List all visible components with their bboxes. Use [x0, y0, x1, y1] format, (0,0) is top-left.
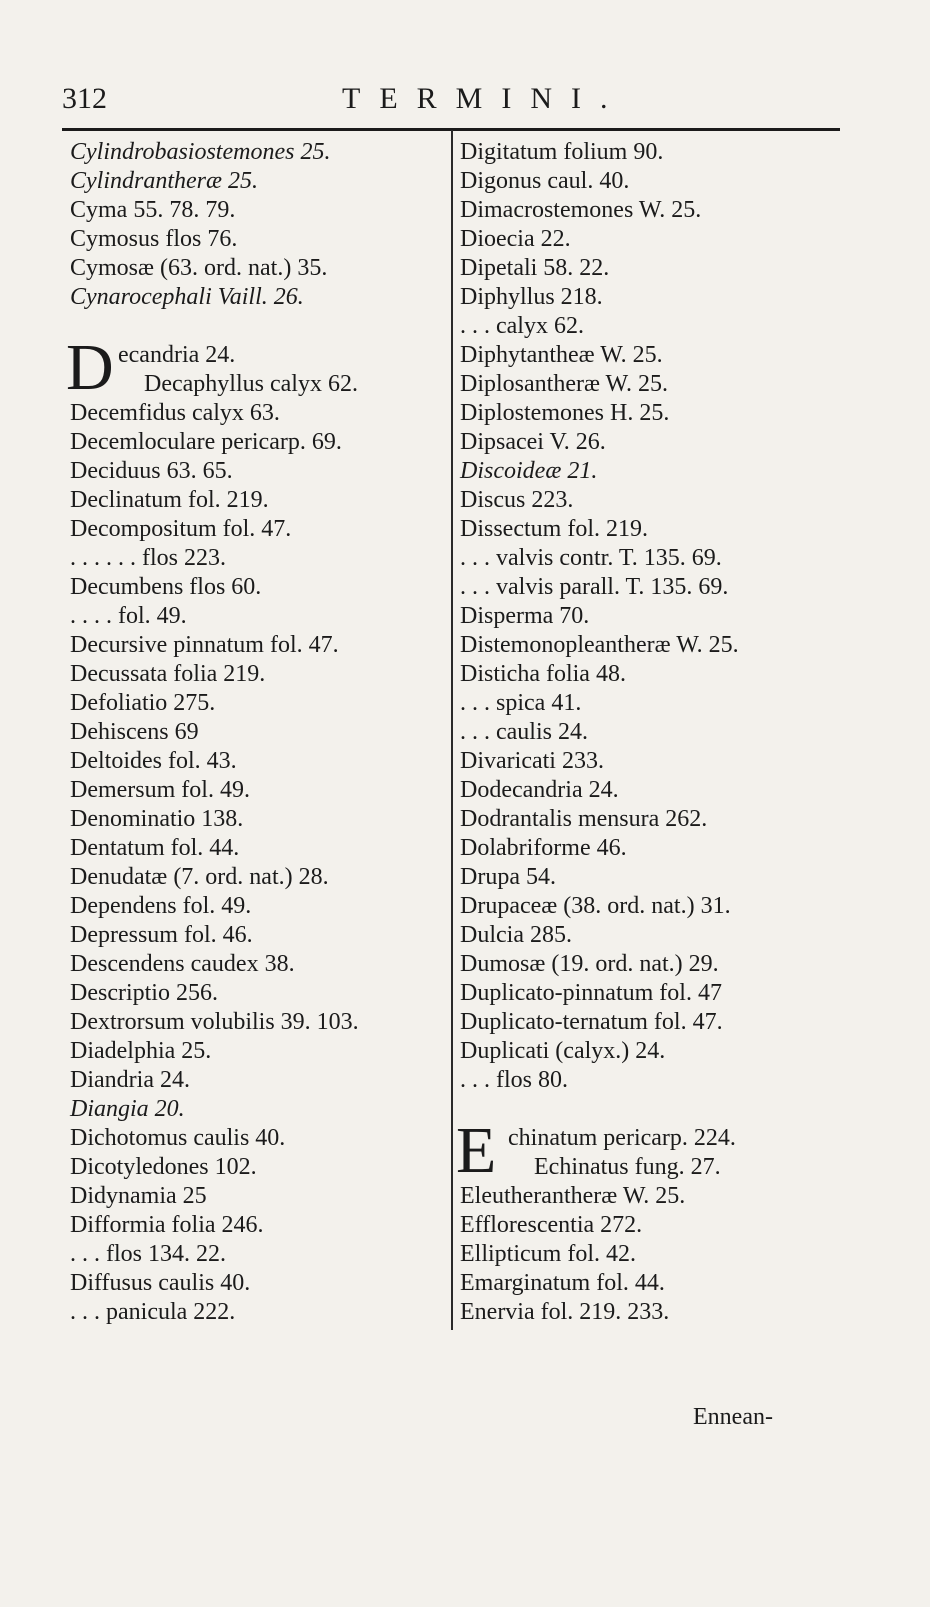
index-entry-text: Dicotyledones 102. — [70, 1154, 257, 1180]
index-entry — [70, 1037, 442, 1066]
index-entry — [70, 544, 442, 573]
index-entry — [70, 1008, 442, 1037]
index-entry-text: . . . flos 80. — [460, 1067, 568, 1093]
index-entry-text: Cyma 55. 78. 79. — [70, 197, 236, 223]
index-entry — [460, 747, 832, 776]
index-entry — [460, 863, 832, 892]
index-entry-text: Eleutherantheræ W. 25. — [460, 1183, 686, 1209]
drop-cap-letter: E — [456, 1114, 497, 1187]
running-title: TERMINI. — [342, 82, 627, 115]
index-entry-text: Declinatum fol. 219. — [70, 487, 269, 513]
column-divider — [451, 130, 453, 1330]
index-entry-text: Dodecandria 24. — [460, 777, 619, 803]
index-entry — [460, 950, 832, 979]
index-entry — [70, 457, 442, 486]
index-entry-text: Disticha folia 48. — [460, 661, 626, 687]
blank-line — [460, 1095, 832, 1124]
index-entry-text: Drupa 54. — [460, 864, 556, 890]
left-column — [66, 138, 442, 1327]
index-entry-text: Dehiscens 69 — [70, 719, 199, 745]
index-entry-text: Cymosus flos 76. — [70, 226, 238, 252]
index-entry — [70, 1066, 442, 1095]
index-entry: Decaphyllus calyx 62. — [144, 371, 358, 397]
index-entry — [70, 1240, 442, 1269]
index-entry — [70, 834, 442, 863]
section-start-entry — [456, 1114, 832, 1187]
index-entry — [460, 1182, 832, 1211]
index-entry — [460, 979, 832, 1008]
index-entry — [70, 428, 442, 457]
index-entry — [460, 457, 832, 486]
index-entry — [70, 979, 442, 1008]
index-entry — [70, 196, 442, 225]
index-entry-text: Dulcia 285. — [460, 922, 572, 948]
index-entry — [460, 515, 832, 544]
index-entry — [460, 921, 832, 950]
index-entry-text: Dissectum fol. 219. — [460, 516, 648, 542]
index-entry-text: . . . valvis contr. T. 135. 69. — [460, 545, 722, 571]
index-entry — [460, 805, 832, 834]
index-entry — [460, 631, 832, 660]
index-entry-text: Drupaceæ (38. ord. nat.) 31. — [460, 893, 731, 919]
section-start-entry — [66, 331, 442, 404]
index-entry-text: Cylindrantheræ 25. — [70, 168, 259, 194]
index-entry — [70, 921, 442, 950]
index-entry — [460, 196, 832, 225]
index-entry — [70, 138, 442, 167]
index-entry — [460, 1240, 832, 1269]
index-entry-text: Decursive pinnatum fol. 47. — [70, 632, 339, 658]
index-entry — [460, 138, 832, 167]
index-entry — [460, 660, 832, 689]
index-entry-text: Decemfidus calyx 63. — [70, 400, 280, 426]
index-entry-text: Dumosæ (19. ord. nat.) 29. — [460, 951, 719, 977]
index-entry-text: Digonus caul. 40. — [460, 168, 630, 194]
index-entry-text: Divaricati 233. — [460, 748, 604, 774]
index-entry-text: Didynamia 25 — [70, 1183, 207, 1209]
index-entry-text: Duplicato-pinnatum fol. 47 — [460, 980, 722, 1006]
index-entry — [460, 573, 832, 602]
index-entry-text: Decompositum fol. 47. — [70, 516, 292, 542]
index-entry — [460, 486, 832, 515]
index-entry — [460, 225, 832, 254]
index-entry-text: Deciduus 63. 65. — [70, 458, 233, 484]
index-entry — [460, 254, 832, 283]
page-header — [62, 78, 838, 126]
index-entry — [70, 950, 442, 979]
index-entry — [460, 602, 832, 631]
index-entry-text: Dioecia 22. — [460, 226, 571, 252]
index-entry-text: Distemonopleantheræ W. 25. — [460, 632, 739, 658]
index-entry-text: . . . caulis 24. — [460, 719, 588, 745]
index-entry-text: Difformia folia 246. — [70, 1212, 264, 1238]
index-entry — [70, 515, 442, 544]
index-entry-text: Ellipticum fol. 42. — [460, 1241, 636, 1267]
index-entry — [70, 283, 442, 312]
index-entry-text: . . . flos 134. 22. — [70, 1241, 226, 1267]
drop-cap-letter: D — [66, 331, 114, 404]
index-entry — [460, 892, 832, 921]
index-entry — [460, 399, 832, 428]
index-entry-text: Dependens fol. 49. — [70, 893, 252, 919]
index-entry-text: Dentatum fol. 44. — [70, 835, 240, 861]
index-entry-text: Disperma 70. — [460, 603, 590, 629]
index-entry-text: Diffusus caulis 40. — [70, 1270, 251, 1296]
index-entry — [460, 341, 832, 370]
index-entry — [70, 747, 442, 776]
index-entry-text: Cymosæ (63. ord. nat.) 35. — [70, 255, 328, 281]
index-entry — [70, 486, 442, 515]
index-entry-text: Denominatio 138. — [70, 806, 244, 832]
index-entry — [70, 631, 442, 660]
index-entry-text: Discoideæ 21. — [460, 458, 598, 484]
index-entry — [460, 167, 832, 196]
index-entry-text: . . . . fol. 49. — [70, 603, 187, 629]
index-entry-text: Dolabriforme 46. — [460, 835, 627, 861]
index-entry-text: Diangia 20. — [70, 1096, 185, 1122]
index-entry — [460, 1008, 832, 1037]
index-entry — [460, 834, 832, 863]
index-entry-text: Dichotomus caulis 40. — [70, 1125, 286, 1151]
index-entry — [70, 1153, 442, 1182]
index-entry-text: Diadelphia 25. — [70, 1038, 212, 1064]
index-entry: chinatum pericarp. 224. — [508, 1125, 736, 1151]
index-entry-text: Decussata folia 219. — [70, 661, 266, 687]
index-entry-text: . . . valvis parall. T. 135. 69. — [460, 574, 729, 600]
index-entry-text: Decemloculare pericarp. 69. — [70, 429, 342, 455]
index-entry — [70, 1269, 442, 1298]
index-entry-text: Diphyllus 218. — [460, 284, 603, 310]
blank-line — [70, 312, 442, 341]
index-entry-text: Cylindrobasiostemones 25. — [70, 139, 331, 165]
index-entry-text: . . . spica 41. — [460, 690, 582, 716]
index-entry-text: Dimacrostemones W. 25. — [460, 197, 702, 223]
index-entry-text: Dipsacei V. 26. — [460, 429, 606, 455]
index-entry-text: Duplicato-ternatum fol. 47. — [460, 1009, 723, 1035]
index-entry — [70, 573, 442, 602]
index-entry-text: Deltoides fol. 43. — [70, 748, 237, 774]
index-entry: Echinatus fung. 27. — [534, 1154, 721, 1180]
index-entry — [70, 399, 442, 428]
index-entry — [70, 254, 442, 283]
page-number: 312 — [62, 82, 107, 115]
index-entry-text: Dipetali 58. 22. — [460, 255, 610, 281]
index-entry-text: Emarginatum fol. 44. — [460, 1270, 665, 1296]
index-entry-text: Defoliatio 275. — [70, 690, 216, 716]
index-entry — [460, 689, 832, 718]
index-entry — [70, 1298, 442, 1327]
index-entry — [70, 660, 442, 689]
index-entry — [70, 805, 442, 834]
index-entry — [70, 1124, 442, 1153]
index-entry — [460, 544, 832, 573]
index-entry-text: Diandria 24. — [70, 1067, 190, 1093]
index-entry — [70, 776, 442, 805]
index-entry — [460, 718, 832, 747]
index-entry-text: Descriptio 256. — [70, 980, 218, 1006]
index-entry: ecandria 24. — [118, 342, 236, 368]
index-entry-text: Diphytantheæ W. 25. — [460, 342, 663, 368]
index-entry-text: . . . calyx 62. — [460, 313, 584, 339]
index-entry — [70, 167, 442, 196]
index-entry-text: Dodrantalis mensura 262. — [460, 806, 708, 832]
index-entry — [460, 1269, 832, 1298]
index-entry — [460, 312, 832, 341]
index-entry-text: Diplosantheræ W. 25. — [460, 371, 668, 397]
index-entry-text: Descendens caudex 38. — [70, 951, 295, 977]
index-entry-text: Efflorescentia 272. — [460, 1212, 643, 1238]
index-entry-text: Denudatæ (7. ord. nat.) 28. — [70, 864, 329, 890]
index-entry-text: Dextrorsum volubilis 39. 103. — [70, 1009, 359, 1035]
index-entry — [70, 1211, 442, 1240]
index-entry — [70, 718, 442, 747]
index-entry — [70, 892, 442, 921]
index-entry-text: Depressum fol. 46. — [70, 922, 253, 948]
index-entry — [460, 776, 832, 805]
index-entry — [70, 1182, 442, 1211]
index-entry — [460, 428, 832, 457]
index-entry-text: Digitatum folium 90. — [460, 139, 664, 165]
right-column — [456, 138, 832, 1327]
index-entry-text: Duplicati (calyx.) 24. — [460, 1038, 666, 1064]
index-entry — [460, 1066, 832, 1095]
index-entry — [460, 370, 832, 399]
index-entry-text: Discus 223. — [460, 487, 574, 513]
index-entry-text: Diplostemones H. 25. — [460, 400, 670, 426]
index-entry-text: Demersum fol. 49. — [70, 777, 250, 803]
index-entry-text: . . . . . . flos 223. — [70, 545, 226, 571]
index-entry — [460, 283, 832, 312]
index-entry — [70, 1095, 442, 1124]
index-entry — [460, 1298, 832, 1327]
index-entry-text: Decumbens flos 60. — [70, 574, 262, 600]
index-entry-text: Enervia fol. 219. 233. — [460, 1299, 670, 1325]
index-entry — [70, 863, 442, 892]
index-entry — [70, 225, 442, 254]
index-entry-text: . . . panicula 222. — [70, 1299, 236, 1325]
index-entry — [70, 689, 442, 718]
catchword: Ennean- — [693, 1404, 773, 1430]
index-entry — [460, 1037, 832, 1066]
index-entry — [70, 602, 442, 631]
index-entry-text: Cynarocephali Vaill. 26. — [70, 284, 304, 310]
index-entry — [460, 1211, 832, 1240]
